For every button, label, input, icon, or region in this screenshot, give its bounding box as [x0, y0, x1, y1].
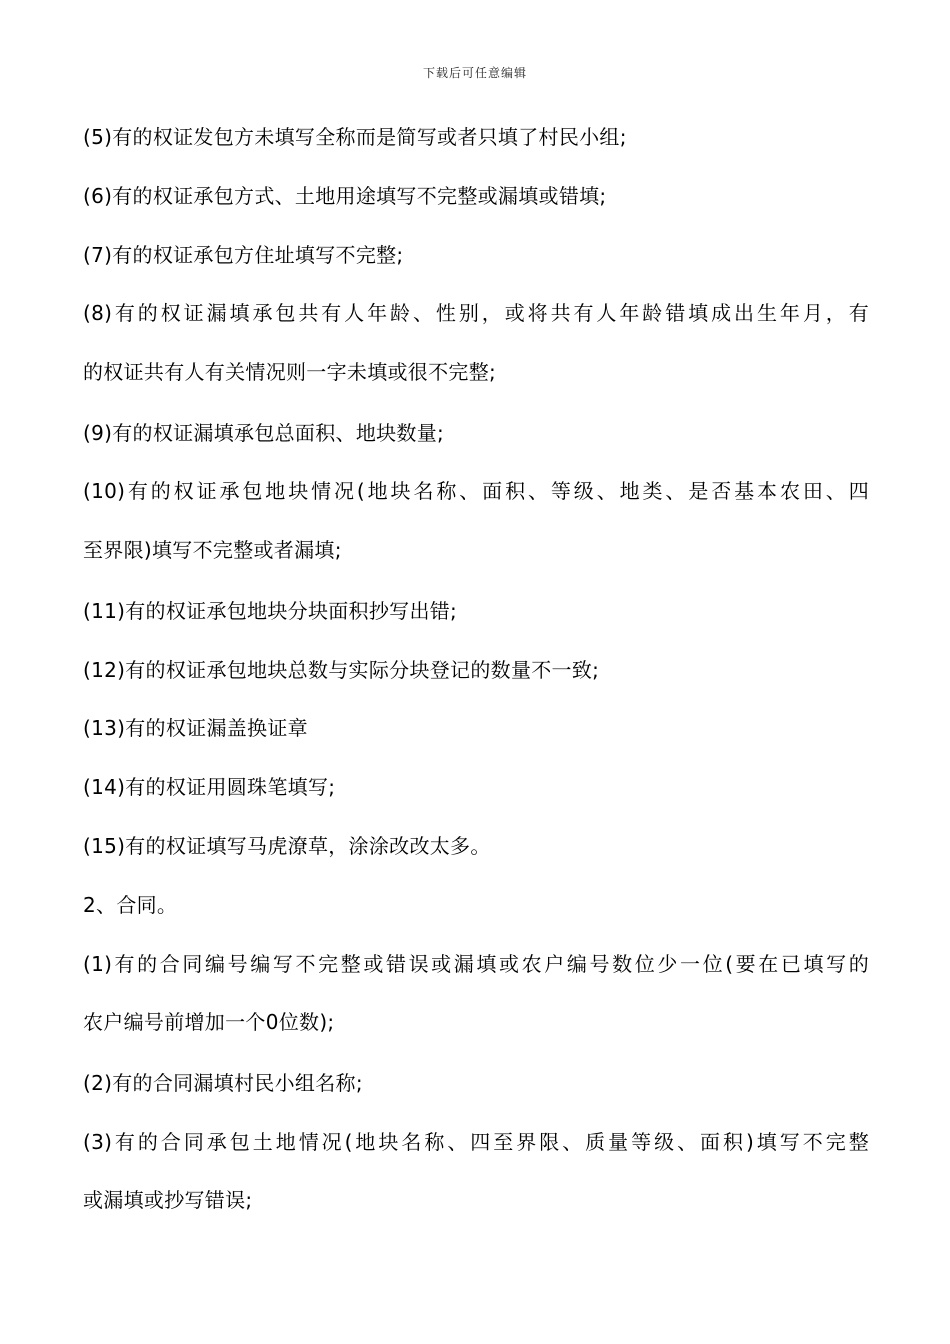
page-header: 下载后可任意编辑 — [422, 66, 527, 80]
document-body — [83, 119, 869, 1243]
text-line-item-15: (15)有的权证填写马虎潦草，涂涂改改太多。 — [83, 833, 491, 858]
text-line-item-9: (9)有的权证漏填承包总面积、地块数量; — [83, 420, 445, 445]
text-line-item-11: (11)有的权证承包地块分块面积抄写出错; — [83, 598, 458, 623]
text-line-item-8: (8)有的权证漏填承包共有人年龄、性别，或将共有人年龄错填成出生年月，有 — [83, 301, 869, 326]
section-heading-contract: 2、合同。 — [83, 892, 178, 917]
text-line-item-7: (7)有的权证承包方住址填写不完整; — [83, 242, 404, 267]
text-line-contract-item-3-continued: 或漏填或抄写错误; — [83, 1188, 253, 1213]
text-line-contract-item-2: (2)有的合同漏填村民小组名称; — [83, 1070, 363, 1095]
text-line-item-10-continued: 至界限)填写不完整或者漏填; — [83, 538, 342, 563]
text-line-item-6: (6)有的权证承包方式、土地用途填写不完整或漏填或错填; — [83, 183, 607, 208]
text-line-item-13: (13)有的权证漏盖换证章 — [83, 716, 308, 741]
text-line-item-12: (12)有的权证承包地块总数与实际分块登记的数量不一致; — [83, 657, 600, 682]
text-line-contract-item-1: (1)有的合同编号编写不完整或错误或漏填或农户编号数位少一位(要在已填写的 — [83, 951, 869, 976]
text-line-item-10: (10)有的权证承包地块情况(地块名称、面积、等级、地类、是否基本农田、四 — [83, 479, 869, 504]
text-line-item-14: (14)有的权证用圆珠笔填写; — [83, 775, 336, 800]
text-line-item-8-continued: 的权证共有人有关情况则一字未填或很不完整; — [83, 360, 497, 385]
text-line-item-5: (5)有的权证发包方未填写全称而是简写或者只填了村民小组; — [83, 125, 627, 149]
text-line-contract-item-1-continued: 农户编号前增加一个0位数); — [83, 1010, 335, 1035]
text-line-contract-item-3: (3)有的合同承包土地情况(地块名称、四至界限、质量等级、面积)填写不完整 — [83, 1129, 869, 1154]
